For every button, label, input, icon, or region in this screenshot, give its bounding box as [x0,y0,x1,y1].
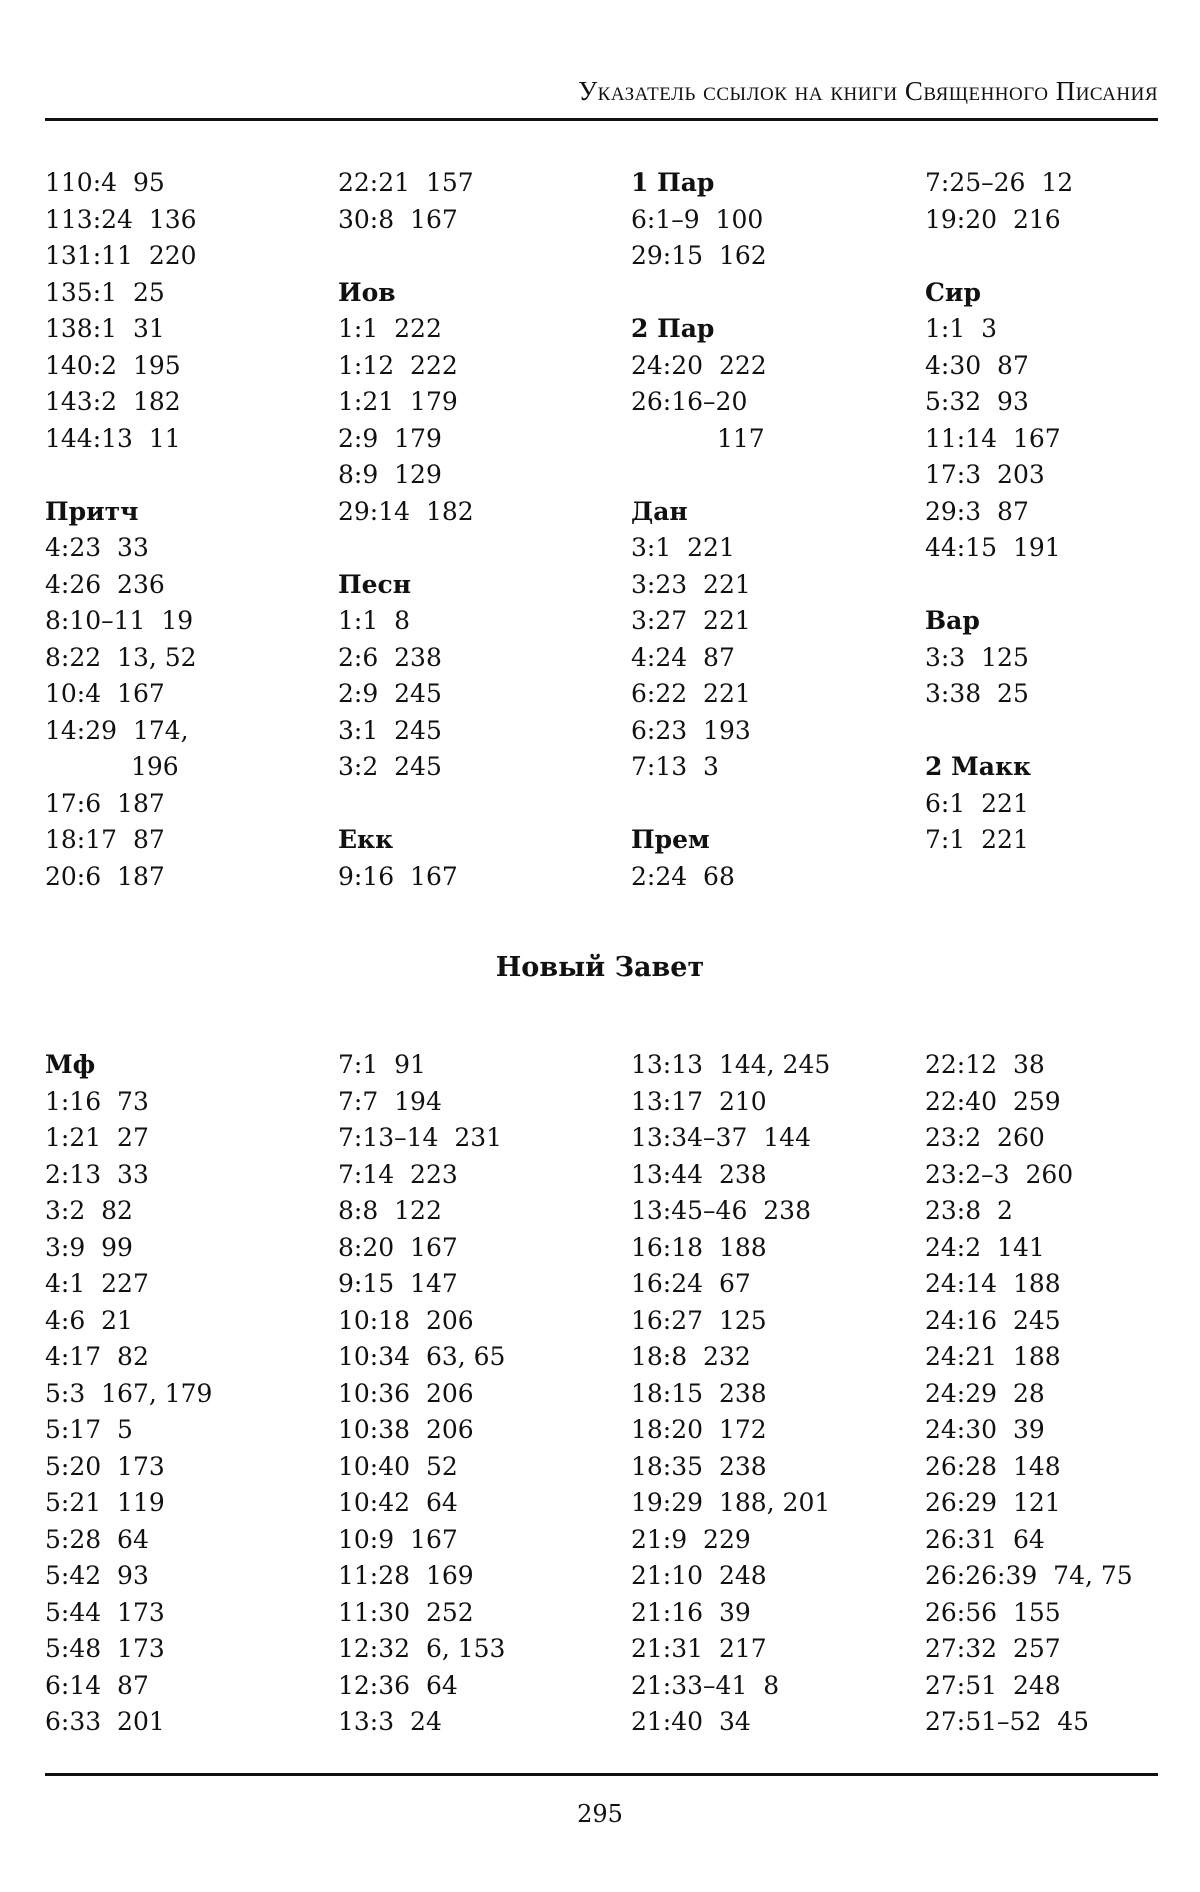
reference-entry: 26:56 155 [925,1597,1061,1627]
spacer [925,567,1200,604]
reference-entry: 5:17 5 [45,1415,133,1444]
spacer [338,238,618,275]
reference-entry: 2:9 179 [338,423,442,453]
spacer [631,275,911,312]
reference-entry: 6:1 221 [925,788,1029,818]
header-rule [45,118,1158,121]
reference-entry: 117 [717,423,765,453]
index-column [45,1047,325,1741]
reference-entry: 13:34–37 144 [631,1123,811,1152]
reference-entry: 8:20 167 [338,1232,458,1262]
reference-entry: 4:6 21 [45,1305,133,1335]
reference-entry: 144:13 11 [45,423,181,453]
reference-entry: 14:29 174, [45,715,189,745]
reference-entry: 4:30 87 [925,350,1029,380]
reference-entry: 1:21 179 [338,387,458,416]
book-heading: Дан [631,496,688,526]
reference-entry: 24:30 39 [925,1415,1045,1444]
reference-entry: 13:13 144, 245 [631,1050,831,1079]
reference-entry: 29:14 182 [338,496,474,526]
reference-entry: 3:3 125 [925,642,1029,672]
reference-entry: 26:28 148 [925,1451,1061,1481]
index-column [631,1047,911,1741]
book-heading: Песн [338,569,412,599]
reference-entry: 44:15 191 [925,533,1061,562]
reference-entry: 10:9 167 [338,1524,458,1554]
reference-entry: 24:21 188 [925,1342,1061,1371]
reference-entry: 21:33–41 8 [631,1670,780,1700]
reference-entry: 16:24 67 [631,1269,751,1298]
reference-entry: 143:2 182 [45,387,181,416]
reference-entry: 24:20 222 [631,350,767,380]
reference-entry: 10:4 167 [45,679,165,708]
reference-entry: 10:34 63, 65 [338,1342,506,1371]
reference-entry: 17:6 187 [45,788,165,818]
running-header-title: Указатель ссылок на книги Священного Писания [578,76,1158,106]
reference-entry: 23:2 260 [925,1123,1045,1152]
reference-entry: 5:32 93 [925,387,1029,416]
spacer [631,786,911,823]
reference-entry: 5:21 119 [45,1488,165,1517]
reference-entry: 3:27 221 [631,606,751,635]
section-title-new-testament: Новый Завет [495,952,705,983]
reference-entry: 26:29 121 [925,1488,1061,1517]
reference-entry: 3:1 245 [338,715,442,745]
reference-entry: 6:23 193 [631,715,751,745]
reference-entry: 18:35 238 [631,1451,767,1481]
reference-entry: 2:9 245 [338,679,442,708]
reference-entry: 5:42 93 [45,1561,149,1590]
reference-entry: 13:44 238 [631,1159,767,1189]
reference-entry: 8:9 129 [338,460,442,489]
reference-entry: 21:31 217 [631,1634,767,1663]
book-heading: Екк [338,825,394,854]
reference-entry: 29:3 87 [925,496,1029,526]
reference-entry: 18:17 87 [45,825,165,854]
book-heading: Притч [45,496,139,526]
book-heading: Прем [631,825,710,854]
reference-entry: 26:16–20 [631,387,748,416]
reference-entry: 26:31 64 [925,1524,1045,1554]
index-column [338,1047,618,1741]
book-heading: 2 Пар [631,314,715,343]
reference-entry: 29:15 162 [631,241,767,270]
index-column [925,1047,1200,1741]
reference-entry: 131:11 220 [45,241,197,270]
book-heading: 2 Макк [925,752,1032,781]
spacer [631,457,911,494]
reference-entry: 27:51 248 [925,1670,1061,1700]
reference-entry: 138:1 31 [45,314,165,343]
reference-entry: 1:1 222 [338,314,442,343]
reference-entry: 5:3 167, 179 [45,1378,213,1408]
reference-entry: 10:36 206 [338,1378,474,1408]
reference-entry: 4:1 227 [45,1269,149,1298]
reference-entry: 3:2 245 [338,752,442,781]
reference-entry: 4:26 236 [45,569,165,599]
reference-entry: 11:28 169 [338,1561,474,1590]
reference-entry: 20:6 187 [45,861,165,891]
index-column [45,165,325,895]
reference-entry: 2:24 68 [631,861,735,891]
reference-entry: 21:10 248 [631,1561,767,1590]
reference-entry: 2:13 33 [45,1159,149,1189]
reference-entry: 3:9 99 [45,1232,133,1262]
reference-entry: 10:42 64 [338,1488,458,1517]
reference-entry: 1:21 27 [45,1123,149,1152]
book-heading: Иов [338,277,396,307]
spacer [45,457,325,494]
reference-entry: 9:16 167 [338,861,458,891]
reference-entry: 7:1 91 [338,1050,426,1079]
reference-entry: 24:29 28 [925,1378,1045,1408]
reference-entry: 11:14 167 [925,423,1061,453]
book-heading: Сир [925,277,981,307]
reference-entry: 2:6 238 [338,642,442,672]
reference-entry: 24:2 141 [925,1232,1045,1262]
reference-entry: 7:25–26 12 [925,168,1074,197]
reference-entry: 12:36 64 [338,1670,458,1700]
book-heading: Вар [925,606,980,635]
reference-entry: 10:40 52 [338,1451,458,1481]
reference-entry: 10:18 206 [338,1305,474,1335]
reference-entry: 17:3 203 [925,460,1045,489]
reference-entry: 8:10–11 19 [45,606,194,635]
reference-entry: 13:17 210 [631,1086,767,1116]
reference-entry: 4:24 87 [631,642,735,672]
reference-entry: 6:1–9 100 [631,204,764,234]
reference-entry: 3:23 221 [631,569,751,599]
footer-rule [45,1773,1158,1776]
reference-entry: 3:1 221 [631,533,735,562]
reference-entry: 4:23 33 [45,533,149,562]
reference-entry: 6:22 221 [631,679,751,708]
reference-entry: 21:9 229 [631,1524,751,1554]
reference-entry: 1:1 3 [925,314,998,343]
reference-entry: 3:2 82 [45,1196,133,1225]
reference-entry: 19:20 216 [925,204,1061,234]
reference-entry: 6:33 201 [45,1707,165,1736]
reference-entry: 27:32 257 [925,1634,1061,1663]
book-heading: 1 Пар [631,168,715,197]
reference-entry: 5:28 64 [45,1524,149,1554]
reference-entry: 4:17 82 [45,1342,149,1371]
page-number: 295 [577,1800,623,1828]
reference-entry: 24:14 188 [925,1269,1061,1298]
reference-entry: 23:8 2 [925,1196,1013,1225]
reference-entry: 18:8 232 [631,1342,751,1371]
reference-entry: 13:3 24 [338,1707,442,1736]
reference-entry: 22:21 157 [338,168,474,197]
book-heading: Мф [45,1050,96,1079]
reference-entry: 7:7 194 [338,1086,442,1116]
reference-entry: 140:2 195 [45,350,181,380]
reference-entry: 16:27 125 [631,1305,767,1335]
reference-entry: 7:13–14 231 [338,1123,503,1152]
reference-entry: 30:8 167 [338,204,458,234]
reference-entry: 24:16 245 [925,1305,1061,1335]
index-column [631,165,911,895]
reference-entry: 7:1 221 [925,825,1029,854]
reference-entry: 5:44 173 [45,1597,165,1627]
reference-entry: 27:51–52 45 [925,1707,1090,1736]
reference-entry: 18:15 238 [631,1378,767,1408]
reference-entry: 10:38 206 [338,1415,474,1444]
spacer [925,238,1200,275]
running-header [45,72,1158,116]
reference-entry: 3:38 25 [925,679,1029,708]
reference-entry: 135:1 25 [45,277,165,307]
reference-entry: 7:14 223 [338,1159,458,1189]
reference-entry: 21:16 39 [631,1597,751,1627]
reference-entry: 6:14 87 [45,1670,149,1700]
reference-entry: 22:40 259 [925,1086,1061,1116]
spacer [338,530,618,567]
reference-entry: 196 [131,752,179,781]
reference-entry: 1:12 222 [338,350,458,380]
reference-entry: 5:48 173 [45,1634,165,1663]
reference-entry: 16:18 188 [631,1232,767,1262]
reference-entry: 8:8 122 [338,1196,442,1225]
reference-entry: 23:2–3 260 [925,1159,1074,1189]
reference-entry: 12:32 6, 153 [338,1634,506,1663]
reference-entry: 8:22 13, 52 [45,642,197,672]
reference-entry: 110:4 95 [45,168,165,197]
reference-entry: 9:15 147 [338,1269,458,1298]
reference-entry: 22:12 38 [925,1050,1045,1079]
index-column [338,165,618,895]
reference-entry: 1:1 8 [338,606,411,635]
reference-entry: 113:24 136 [45,204,197,234]
reference-entry: 13:45–46 238 [631,1196,811,1225]
index-column [925,165,1200,859]
reference-entry: 19:29 188, 201 [631,1488,831,1517]
spacer [925,713,1200,750]
reference-entry: 11:30 252 [338,1597,474,1627]
reference-entry: 5:20 173 [45,1451,165,1481]
reference-entry: 26:26:39 74, 75 [925,1561,1133,1590]
reference-entry: 18:20 172 [631,1415,767,1444]
reference-entry: 7:13 3 [631,752,719,781]
reference-entry: 1:16 73 [45,1086,149,1116]
reference-entry: 21:40 34 [631,1707,751,1736]
spacer [338,786,618,823]
